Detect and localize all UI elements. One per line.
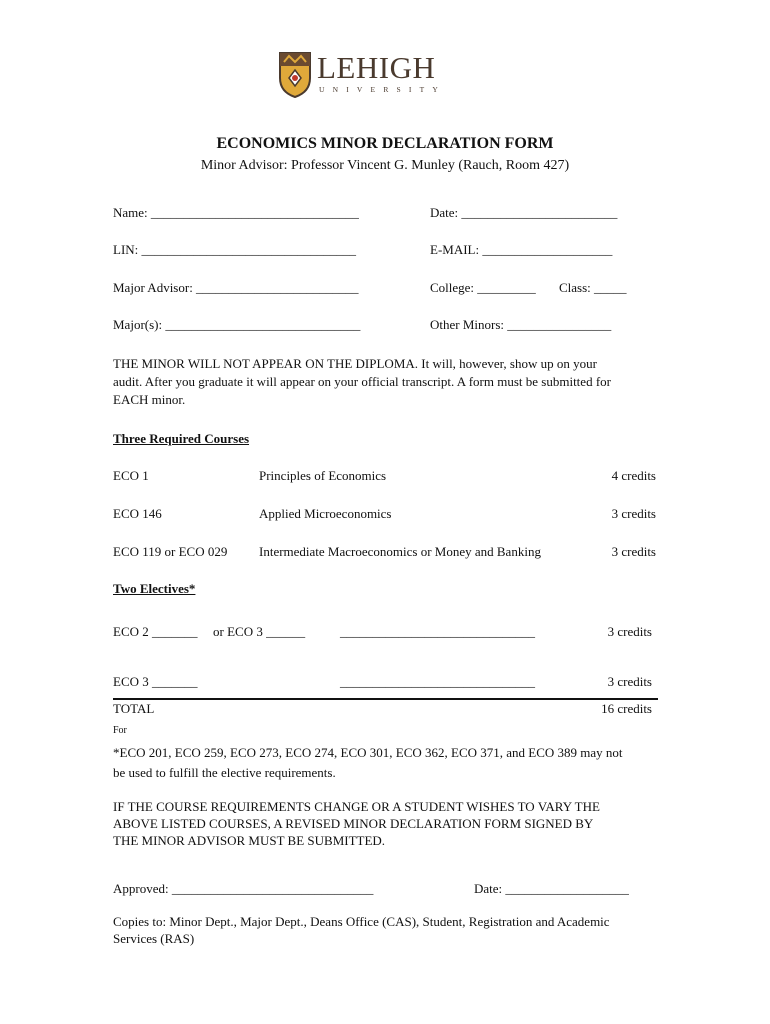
lin-field[interactable]: LIN: _________________________________ xyxy=(113,242,357,257)
course-name: Applied Microeconomics xyxy=(259,506,392,521)
total-divider xyxy=(113,698,658,700)
course-credits: 3 credits xyxy=(611,506,656,521)
footnote-line: *ECO 201, ECO 259, ECO 273, ECO 274, ECO 301, ECO 362, ECO 371, and ECO 389 may not xyxy=(113,745,623,760)
shield-crest-icon xyxy=(279,52,311,98)
copies-line: Services (RAS) xyxy=(113,931,195,946)
elective-name-field[interactable]: ______________________________ xyxy=(340,674,535,689)
course-credits: 3 credits xyxy=(611,544,656,559)
elective-code-field[interactable]: ECO 2 _______ xyxy=(113,624,198,639)
notice-line: audit. After you graduate it will appear on your official transcript. A form must be submitted for xyxy=(113,374,611,389)
course-name: Principles of Economics xyxy=(259,468,387,483)
for-label: For xyxy=(113,725,127,736)
electives-heading: Two Electives* xyxy=(113,581,196,596)
course-code: ECO 119 or ECO 029 xyxy=(113,544,228,559)
course-name: Intermediate Macroeconomics or Money and Banking xyxy=(259,544,541,559)
footnote-line: be used to fulfill the elective requirements. xyxy=(113,765,336,780)
required-courses-heading: Three Required Courses xyxy=(113,431,250,446)
total-credits: 16 credits xyxy=(601,701,652,716)
course-code: ECO 1 xyxy=(113,468,149,483)
class-field[interactable]: Class: _____ xyxy=(559,280,627,295)
course-code: ECO 146 xyxy=(113,506,162,521)
elective-name-field[interactable]: ______________________________ xyxy=(340,624,535,639)
change-notice-line: IF THE COURSE REQUIREMENTS CHANGE OR A STUDENT WISHES TO VARY THE xyxy=(113,799,600,814)
approval-date-field[interactable]: Date: ___________________ xyxy=(474,881,629,896)
major-advisor-field[interactable]: Major Advisor: _________________________ xyxy=(113,280,359,295)
notice-line: THE MINOR WILL NOT APPEAR ON THE DIPLOMA. It will, however, show up on your xyxy=(113,356,597,371)
elective-code-field[interactable]: ECO 3 _______ xyxy=(113,674,198,689)
logo-subtitle: UNIVERSITY xyxy=(319,85,446,94)
notice-line: EACH minor. xyxy=(113,392,186,407)
majors-field[interactable]: Major(s): ______________________________ xyxy=(113,317,361,332)
course-credits: 4 credits xyxy=(611,468,656,483)
change-notice-line: ABOVE LISTED COURSES, A REVISED MINOR DECLARATION FORM SIGNED BY xyxy=(113,816,594,831)
form-title: ECONOMICS MINOR DECLARATION FORM xyxy=(216,135,554,152)
total-label: TOTAL xyxy=(113,701,155,716)
elective-credits: 3 credits xyxy=(607,674,652,689)
date-field[interactable]: Date: ________________________ xyxy=(430,205,618,220)
college-field[interactable]: College: _________ xyxy=(430,280,536,295)
approved-field[interactable]: Approved: _______________________________ xyxy=(113,881,374,896)
other-minors-field[interactable]: Other Minors: ________________ xyxy=(430,317,612,332)
name-field[interactable]: Name: ________________________________ xyxy=(113,205,359,220)
form-subtitle: Minor Advisor: Professor Vincent G. Munley (Rauch, Room 427) xyxy=(200,158,570,173)
logo-wordmark: LEHIGH xyxy=(317,50,436,85)
copies-line: Copies to: Minor Dept., Major Dept., Deans Office (CAS), Student, Registration and Academic xyxy=(113,914,610,929)
university-logo xyxy=(279,52,449,100)
email-field[interactable]: E-MAIL: ____________________ xyxy=(430,242,613,257)
elective-credits: 3 credits xyxy=(607,624,652,639)
change-notice-line: THE MINOR ADVISOR MUST BE SUBMITTED. xyxy=(113,833,386,848)
elective-alt-field[interactable]: or ECO 3 ______ xyxy=(213,624,306,639)
